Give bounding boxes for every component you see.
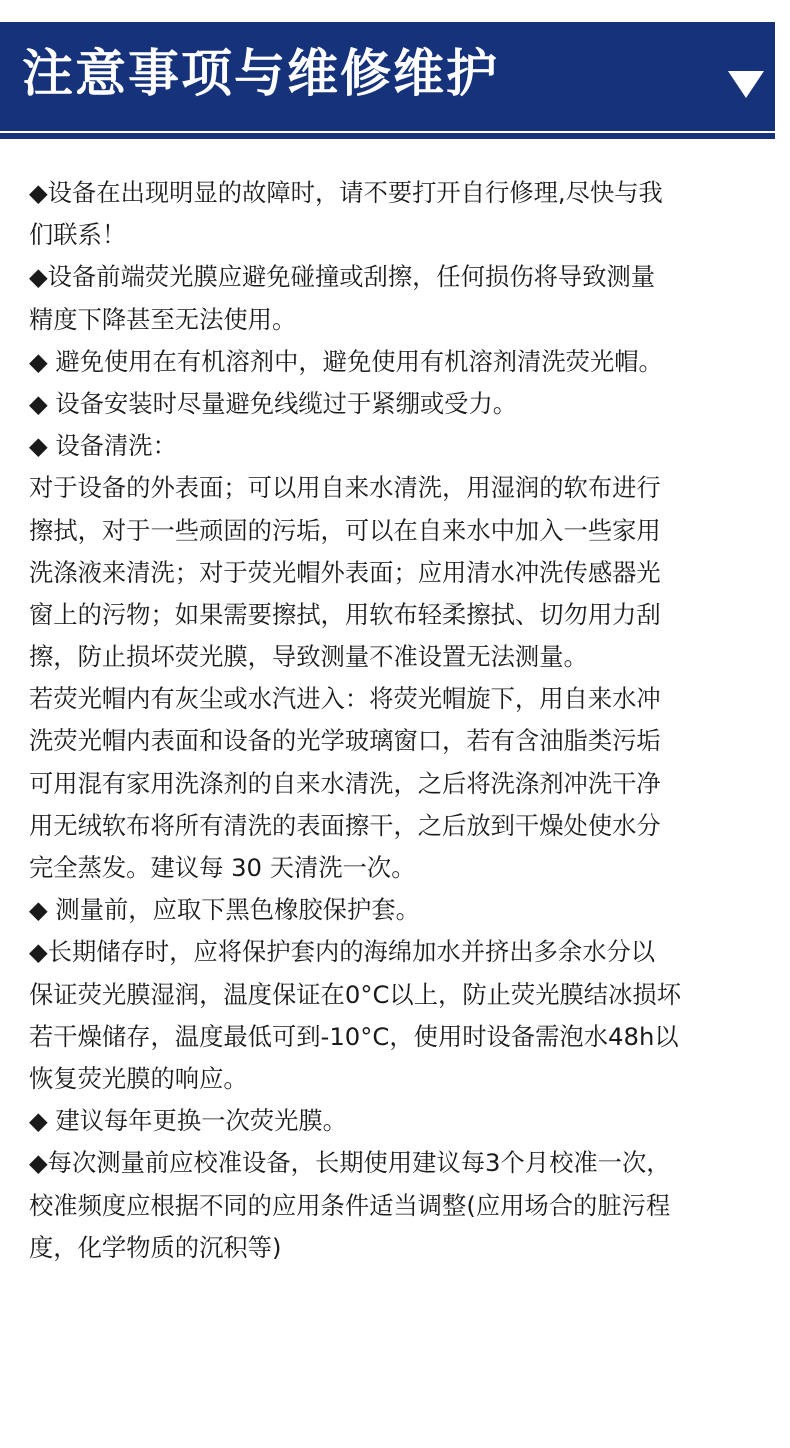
text-line: 洗荧光帽内表面和设备的光学玻璃窗口，若有含油脂类污垢 (29, 726, 661, 756)
text-line: 可用混有家用洗涤剂的自来水清洗，之后将洗涤剂冲洗干净 (29, 768, 661, 798)
text-line: 度，化学物质的沉积等) (29, 1232, 282, 1262)
text-line: ◆设备在出现明显的故障时，请不要打开自行修理,尽快与我 (29, 178, 663, 207)
text-line: 恢复荧光膜的响应。 (29, 1063, 248, 1093)
notes-body (29, 172, 767, 1269)
text-line: 校准频度应根据不同的应用条件适当调整(应用场合的脏污程 (29, 1190, 671, 1220)
text-line: ◆ 避免使用在有机溶剂中，避免使用有机溶剂清洗荧光帽。 (29, 346, 663, 376)
header-divider (0, 131, 775, 133)
text-line: 们联系！ (29, 220, 127, 250)
text-line: 对于设备的外表面；可以用自来水清洗，用湿润的软布进行 (29, 473, 661, 503)
text-line: 擦拭，对于一些顽固的污垢，可以在自来水中加入一些家用 (29, 515, 661, 545)
text-line: 擦，防止损坏荧光膜，导致测量不准设置无法测量。 (29, 642, 588, 672)
text-line: 若荧光帽内有灰尘或水汽进入：将荧光帽旋下，用自来水冲 (29, 684, 661, 714)
text-line: ◆ 设备安装时尽量避免线缆过于紧绷或受力。 (29, 388, 518, 418)
text-line: ◆设备前端荧光膜应避免碰撞或刮擦，任何损伤将导致测量 (29, 262, 656, 292)
text-line: 窗上的污物；如果需要擦拭，用软布轻柔擦拭、切勿用力刮 (29, 599, 661, 629)
down-triangle-icon (728, 71, 764, 98)
text-line: ◆ 建议每年更换一次荧光膜。 (29, 1106, 347, 1136)
text-line: 精度下降甚至无法使用。 (29, 304, 297, 334)
text-line: 保证荧光膜湿润，温度保证在0°C以上，防止荧光膜结冰损坏 (29, 979, 681, 1009)
text-line: 完全蒸发。建议每 30 天清洗一次。 (29, 853, 416, 882)
section-header (0, 22, 775, 139)
text-line: ◆长期储存时，应将保护套内的海绵加水并挤出多余水分以 (29, 937, 656, 967)
text-line: ◆每次测量前应校准设备，长期使用建议每3个月校准一次， (29, 1148, 671, 1178)
text-line: 若干燥储存，温度最低可到-10°C，使用时设备需泡水48h以 (29, 1021, 679, 1051)
text-line: 洗涤液来清洗；对于荧光帽外表面；应用清水冲洗传感器光 (29, 557, 661, 587)
text-line: ◆ 测量前，应取下黑色橡胶保护套。 (29, 895, 420, 925)
text-line: ◆ 设备清洗： (29, 431, 177, 461)
text-line: 用无绒软布将所有清洗的表面擦干，之后放到干燥处使水分 (29, 810, 661, 840)
section-title: 注意事项与维修维护 (22, 45, 500, 104)
